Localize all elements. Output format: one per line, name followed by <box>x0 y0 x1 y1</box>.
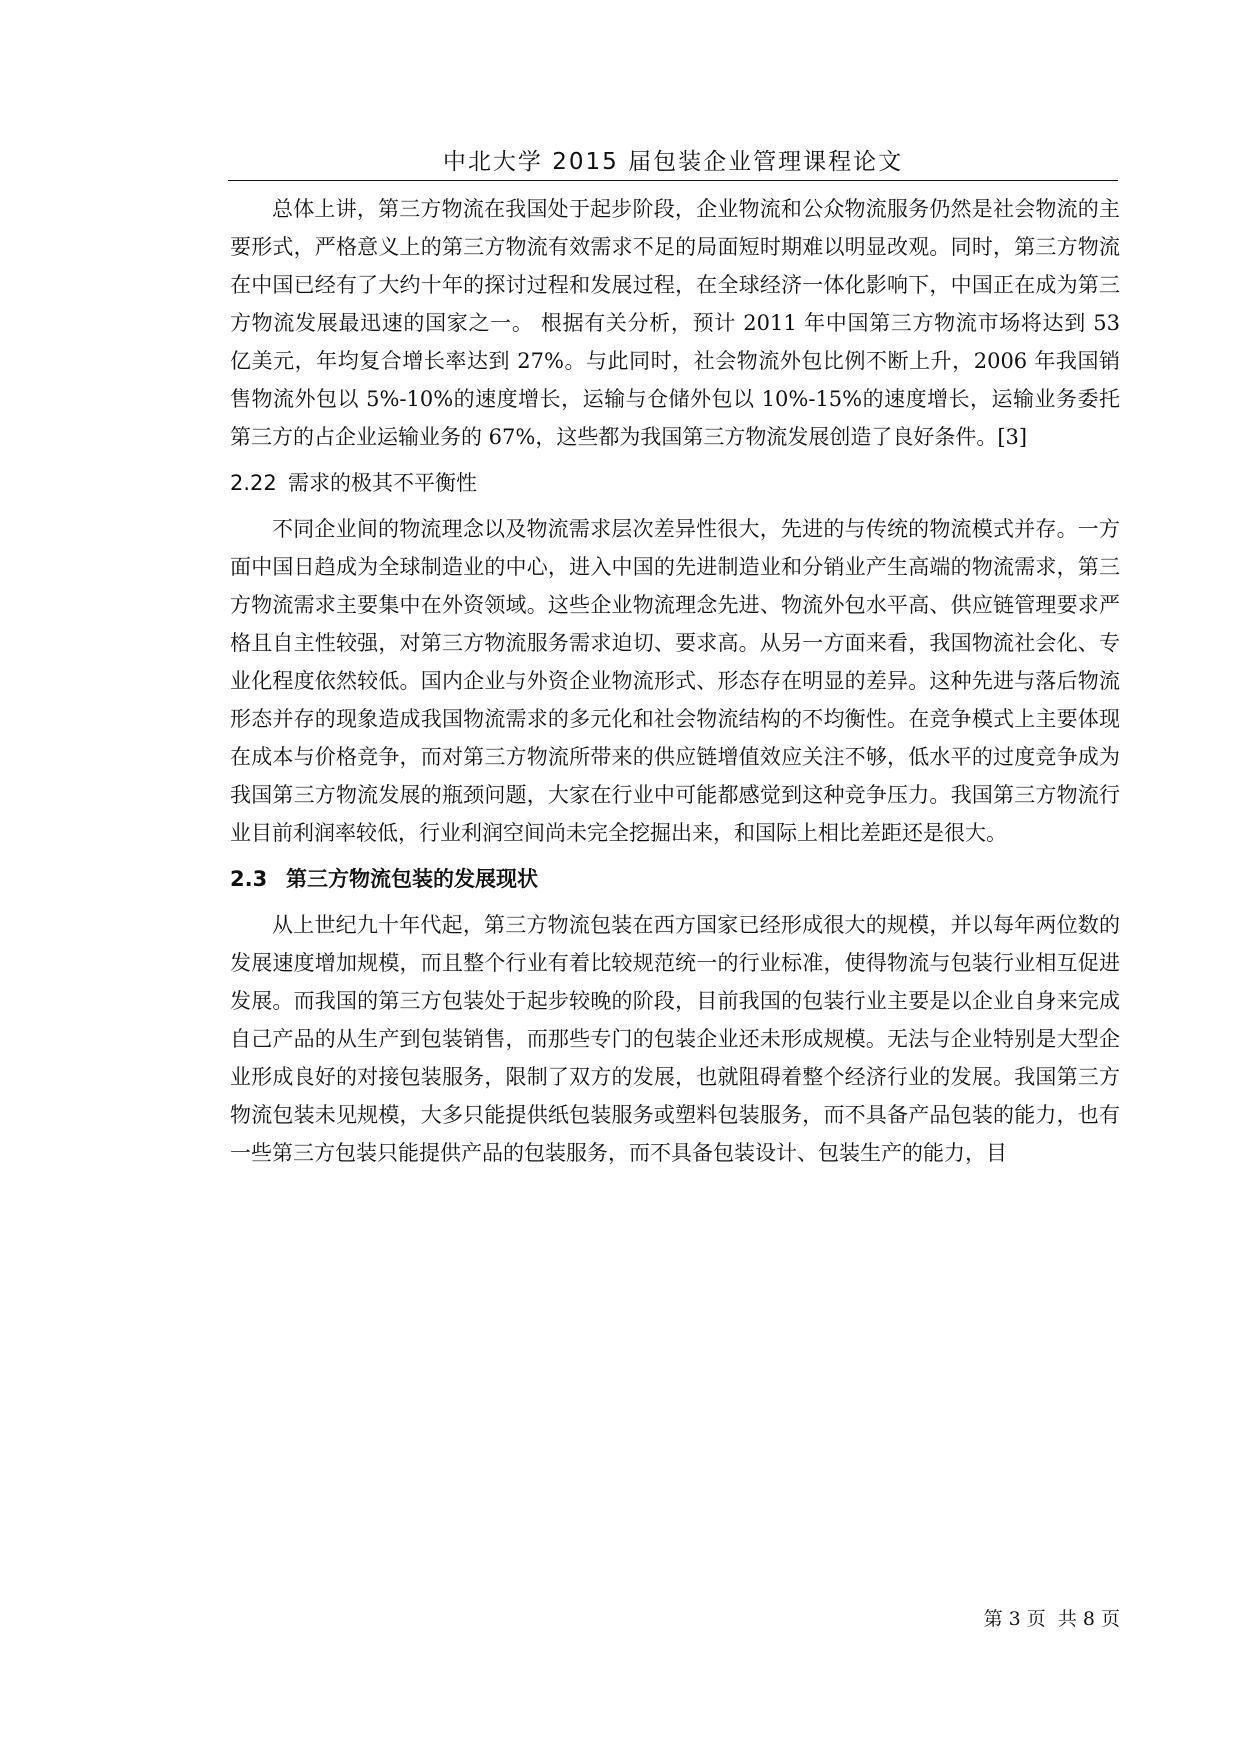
page-number: 第 3 页 <box>983 1608 1046 1630</box>
section-heading-2-3 <box>230 860 1120 898</box>
total-pages: 共 8 页 <box>1057 1608 1120 1630</box>
header-title: 中北大学 2015 届包装企业管理课程论文 <box>442 149 904 175</box>
paragraph-demand-imbalance: 不同企业间的物流理念以及物流需求层次差异性很大，先进的与传统的物流模式并存。一方面中国日趋成为全球制造业的中心，进入中国的先进制造业和分销业产生高端的物流需求，第三方物流需求主要集中在外资领域。这些企业物流理念先进、物流外包水平高、供应链管理要求严格且自主性较强，对第三方物流服务需求迫切、要求高。从另一方面来看，我国物流社会化、专业化程度依然较低。国内企业与外资企业物流形式、形态存在明显的差异。这种先进与落后物流形态并存的现象造成我国物流需求的多元化和社会物流结构的不均衡性。在竞争模式上主要体现在成本与价格竞争，而对第三方物流所带来的供应链增值效应关注不够，低水平的过度竞争成为我国第三方物流发展的瓶颈问题，大家在行业中可能都感觉到这种竞争压力。我国第三方物流行业目前利润率较低，行业利润空间尚未完全挖掘出来，和国际上相比差距还是很大。 <box>230 517 1120 845</box>
section-number: 2.3 <box>230 867 268 891</box>
section-title: 需求的极其不平衡性 <box>288 471 477 495</box>
page-footer <box>900 1606 1120 1632</box>
paragraph-packaging-status: 从上世纪九十年代起，第三方物流包装在西方国家已经形成很大的规模，并以每年两位数的发展速度增加规模，而且整个行业有着比较规范统一的行业标准，使得物流与包装行业相互促进发展。而我国的第三方包装处于起步较晚的阶段，目前我国的包装行业主要是以企业自身来完成自己产品的从生产到包装销售，而那些专门的包装企业还未形成规模。无法与企业特别是大型企业形成良好的对接包装服务，限制了双方的发展，也就阻碍着整个经济行业的发展。我国第三方物流包装未见规模，大多只能提供纸包装服务或塑料包装服务，而不具备产品包装的能力，也有一些第三方包装只能提供产品的包装服务，而不具备包装设计、包装生产的能力，目 <box>230 913 1120 1165</box>
section-title: 第三方物流包装的发展现状 <box>286 867 538 891</box>
paragraph-third-party-logistics-overview: 总体上讲，第三方物流在我国处于起步阶段，企业物流和公众物流服务仍然是社会物流的主要形式，严格意义上的第三方物流有效需求不足的局面短时期难以明显改观。同时，第三方物流在中国已经有了大约十年的探讨过程和发展过程，在全球经济一体化影响下，中国正在成为第三方物流发展最迅速的国家之一。 根据有关分析，预计 2011 年中国第三方物流市场将达到 53 亿美元，年均复合增长率达到 27%。与此同时，社会物流外包比例不断上升，2006 年我国销售物流外包以 5%-10%的速度增长，运输与仓储外包以 10%-15%的速度增长，运输业务委托第三方的占企业运输业务的 67%，这些都为我国第三方物流发展创造了良好条件。[3] <box>230 197 1120 449</box>
header-rule <box>228 180 1118 181</box>
page-header <box>0 0 1241 180</box>
section-number: 2.22 <box>230 471 277 495</box>
document-body <box>230 190 1120 1180</box>
section-heading-2-22 <box>230 464 1120 502</box>
